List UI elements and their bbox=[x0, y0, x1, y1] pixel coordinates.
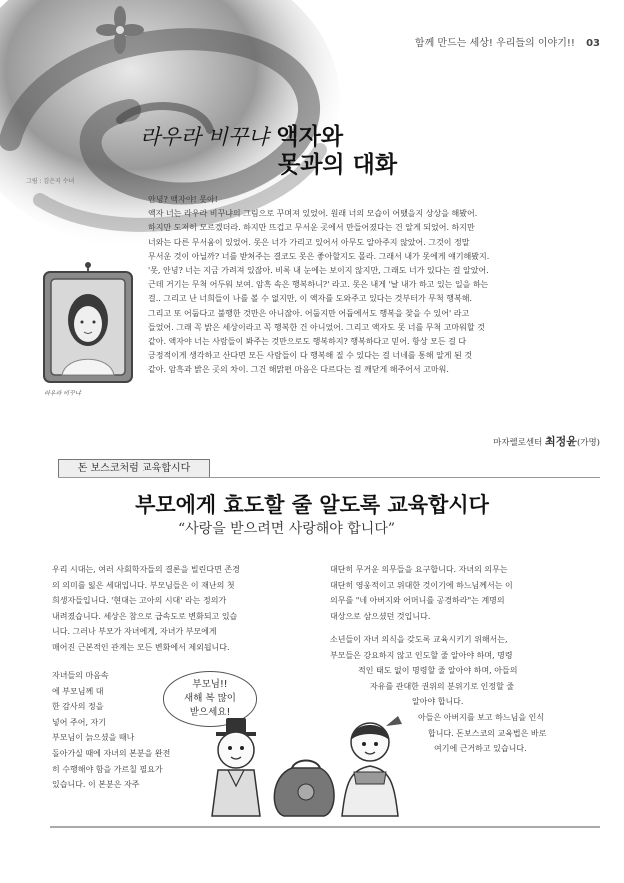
letter-line: 근데 거기는 무척 어두워 보여. 암흑 속은 행복하니?' 라고. 못은 내게 '날 내가 하고 있는 일을 하는 bbox=[148, 280, 489, 290]
letter-line: 걸.. 그리고 난 너희들이 나를 볼 수 없지만, 이 액자를 도와주고 있다는 것부터가 무척 행복해. bbox=[148, 294, 472, 304]
body-line: 자유를 관대한 권위의 분위기로 인정할 줄 bbox=[370, 681, 515, 691]
page-number: 03 bbox=[586, 38, 600, 49]
body-line: 희생자들입니다. '현대는 고아의 시대' 라는 정의가 bbox=[52, 596, 227, 606]
letter-line: 같아. 액자야 너는 사람들이 봐주는 것만으로도 행복하지? 행복하다고 믿어. 항상 모든 걸 다 bbox=[148, 337, 467, 347]
letter-signature bbox=[493, 433, 600, 449]
body-line: 알아야 합니다. bbox=[412, 697, 464, 707]
body-line: 에 부모님께 대 bbox=[52, 686, 104, 696]
article2-right-column bbox=[330, 562, 600, 624]
article-letter-body bbox=[148, 193, 600, 378]
body-line: 소년들이 자녀 의식을 갖도록 교육시키기 위해서는, bbox=[330, 635, 508, 644]
title-rest: 액자와 bbox=[276, 124, 344, 150]
article2-subtitle: “사랑을 받으려면 사랑해야 합니다” bbox=[178, 521, 396, 537]
body-line: 있습니다. 이 본분은 자주 bbox=[52, 780, 140, 790]
body-line: 대상으로 삼으셨던 것입니다. bbox=[330, 611, 431, 621]
portrait-caption: 라우라 비꾸냐 bbox=[44, 390, 81, 397]
body-line: 부모들은 강요하지 않고 인도할 줄 알아야 하며, 명령 bbox=[330, 650, 513, 660]
body-line: 의무를 "네 아버지와 어머니를 공경하라"는 계명의 bbox=[330, 596, 505, 606]
body-line: 니다. 그러나 부모가 자녀에게, 자녀가 부모에게 bbox=[52, 627, 217, 637]
body-line: 우리 시대는, 여러 사회학자들의 결론을 빌린다면 존경 bbox=[52, 565, 240, 574]
section-label: 돈 보스코처럼 교육합시다 bbox=[58, 459, 210, 478]
body-line: 자녀들의 마음속 bbox=[52, 671, 109, 680]
letter-line: 들었어. 그래 꼭 밝은 세상이라고 꼭 행복한 건 아니었어. 그리고 액자도 못 너를 무척 고마워할 것 bbox=[148, 322, 485, 332]
page-header bbox=[415, 34, 600, 49]
section-divider bbox=[58, 477, 600, 478]
signature-name: 최정윤 bbox=[545, 435, 577, 448]
body-line: 의 의미를 잃은 세대입니다. 부모님들은 이 재난의 첫 bbox=[52, 580, 235, 590]
body-line: 대단히 영웅적이고 위대한 것이기에 하느님께서는 이 bbox=[330, 580, 513, 590]
article2-left-column bbox=[52, 562, 300, 656]
letter-line: 그리고 또 어둡다고 불행한 것만은 아니잖아. 어둡지만 어둡에서도 행복을 찾을 수 있어' 라고 bbox=[148, 308, 470, 318]
signature-note: (가명) bbox=[576, 438, 600, 448]
body-line: 대단히 무거운 의무들을 요구합니다. 자녀의 의무는 bbox=[330, 565, 508, 574]
bubble-line: 새해 복 많이 bbox=[184, 693, 236, 704]
lucky-bag-icon bbox=[274, 761, 334, 817]
bubble-line: 부모님!! bbox=[192, 679, 228, 690]
letter-line: '못, 안녕? 너는 지금 가려져 있잖아. 비록 내 눈에는 보이지 않지만, 그래도 너가 있다는 걸 알았어. bbox=[148, 266, 489, 276]
body-line: 합니다. 돈보스코의 교육법은 바로 bbox=[428, 728, 547, 738]
body-line: 넣어 주어, 자기 bbox=[52, 717, 106, 727]
girl-figure bbox=[342, 716, 402, 816]
header-text: 함께 만드는 세상! 우리들의 이야기!! bbox=[414, 38, 575, 49]
article2-title: 부모에게 효도할 줄 알도록 교육합시다 bbox=[135, 493, 489, 517]
article2-left-column-continued bbox=[52, 668, 172, 793]
letter-line: 안녕? 액자야! 못아! bbox=[148, 195, 218, 204]
body-line: 매어진 근본적인 관계는 모든 변화에서 제외됩니다. bbox=[52, 642, 230, 652]
letter-line: 긍정적이게 생각하고 산다면 모든 사람들이 다 행복해 질 수 있다는 걸 너네를 통해 알게 된 것 bbox=[148, 351, 473, 361]
letter-line: 너와는 다른 무서움이 있었어. 못은 너가 가리고 있어서 아무도 알아주지 않았어. 그것이 정말 bbox=[148, 237, 470, 247]
letter-line: 액자 너는 라우라 비꾸냐의 그림으로 꾸며져 있었어. 원래 너의 모습이 어땠을지 상상을 해봤어. bbox=[148, 209, 478, 219]
title-handwritten: 라우라 비꾸냐 bbox=[140, 125, 269, 149]
letter-line: 무서운 것이 아닐까? 너를 받쳐주는 결코도 못은 좋아할지도 몰라. 그래서 내가 못에게 얘기해봤지. bbox=[148, 251, 490, 261]
boy-figure bbox=[212, 718, 260, 816]
body-line: 아들은 아버지를 보고 하느님을 인식 bbox=[418, 712, 545, 722]
bubble-line: 받으세요! bbox=[189, 707, 231, 718]
body-line: 돌아가실 때에 자녀의 본분을 완전 bbox=[52, 748, 171, 758]
illustration-credit: 그림 : 김은지 수녀 bbox=[26, 178, 75, 185]
body-line: 내려졌습니다. 세상은 참으로 급속도로 변화되고 있습 bbox=[52, 611, 238, 621]
body-line: 히 수행해야 함을 가르칠 필요가 bbox=[52, 764, 163, 774]
letter-line: 하지만 도저히 모르겠더라. 하지만 뜨겁고 무서운 곳에서 만들어졌다는 건 알게 되었어. 하지만 bbox=[148, 223, 475, 233]
body-line: 부모님이 늙으셨을 때나 bbox=[52, 733, 135, 743]
article-title-line2: 못과의 대화 bbox=[278, 152, 398, 178]
body-line: 적인 태도 없이 명령할 줄 알아야 하며, 아들의 bbox=[358, 666, 518, 676]
children-hanbok-illustration bbox=[188, 712, 420, 818]
bottom-rule bbox=[50, 826, 600, 828]
letter-line: 같아. 암흑과 밝은 곳의 차이. 그건 해맑편 마음은 다르다는 걸 깨닫게 해주어서 고마워. bbox=[148, 365, 449, 375]
body-line: 한 감사의 정을 bbox=[52, 702, 104, 712]
portrait-frame-image bbox=[42, 262, 134, 384]
signature-org: 마자렐로센터 bbox=[493, 438, 543, 448]
body-line: 여기에 근거하고 있습니다. bbox=[434, 744, 527, 754]
